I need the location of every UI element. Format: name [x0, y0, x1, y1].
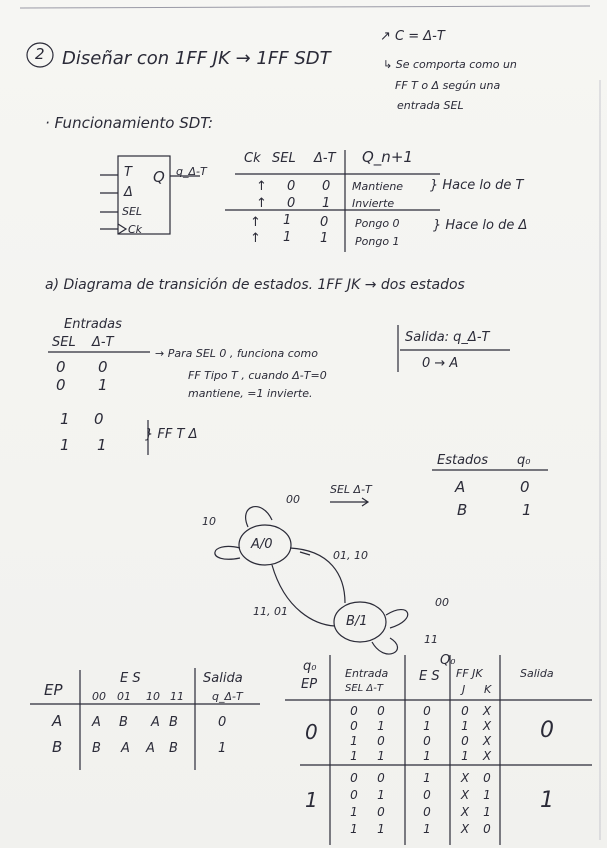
jk-r4-sel: 1: [350, 749, 358, 763]
es-sub-01: 01: [117, 690, 131, 703]
jk-r2-j: 1: [461, 719, 469, 733]
jk-r7-es: 0: [423, 805, 431, 819]
jk-r1-dt: 0: [377, 704, 385, 718]
jk-r7-dt: 0: [377, 805, 385, 819]
jk-r5-k: 0: [483, 771, 491, 785]
jk-ff-label: FF JK: [456, 667, 483, 680]
jk-r2-dt: 1: [377, 719, 385, 733]
func-row1-q: Mantiene: [352, 180, 404, 193]
arc-b-to-a: 01, 10: [333, 549, 368, 562]
pin-d: Δ: [124, 185, 133, 200]
jk-q0: q₀: [303, 659, 317, 674]
jk-r6-k: 1: [483, 788, 491, 802]
sel-note-1: → Para SEL 0 , funciona como: [155, 347, 318, 360]
inputs-label: Entradas: [64, 317, 122, 332]
jk-r2-es: 1: [423, 719, 431, 733]
func-row3-dt: 0: [320, 215, 329, 230]
inputs-r3-sel: 1: [60, 410, 70, 428]
jk-r5-j: X: [460, 771, 470, 785]
jk-salida-0: 0: [540, 718, 554, 743]
sel-note-3: mantiene, =1 invierte.: [188, 387, 313, 400]
states-a-q: 0: [520, 478, 530, 496]
func-row2-sel: 0: [287, 196, 296, 211]
jk-r8-k: 0: [483, 822, 491, 836]
func-row2-dt: 1: [322, 196, 331, 211]
inputs-r4-dt: 1: [97, 436, 107, 454]
es-row-a-ep: A: [52, 712, 63, 730]
jk-r7-sel: 1: [350, 805, 358, 819]
problem-number: 2: [35, 45, 45, 63]
section-heading-diagram: a) Diagrama de transición de estados. 1FF JK → dos estados: [45, 277, 465, 293]
jk-r5-es: 1: [423, 771, 431, 785]
jk-r3-dt: 0: [377, 734, 385, 748]
func-header-ck: Ck: [244, 151, 261, 166]
func-header-q: Q_n+1: [362, 148, 413, 166]
func-header-sel: SEL: [272, 151, 296, 166]
func-row4-ck: ↑: [250, 231, 261, 246]
jk-r8-sel: 1: [350, 822, 358, 836]
es-row-b-c1: B: [92, 741, 101, 756]
states-a: A: [455, 478, 466, 496]
jk-ep-0: 0: [305, 720, 318, 744]
inputs-header-dt: Δ-T: [92, 335, 114, 350]
loop-a-left: 10: [202, 515, 216, 528]
func-row2-q: Invierte: [352, 197, 395, 210]
ffd-note: } FF T Δ: [145, 427, 198, 442]
es-row-b-ep: B: [52, 738, 63, 756]
es-row-b-out: 1: [218, 741, 227, 756]
jk-r2-sel: 0: [350, 719, 358, 733]
jk-r4-j: 1: [461, 749, 469, 763]
states-b: B: [457, 501, 468, 519]
note-line-1: ↳ Se comporta como un: [383, 58, 517, 71]
inputs-header-sel: SEL: [52, 335, 76, 350]
note-equation: ↗ C = Δ-T: [380, 29, 445, 44]
func-row1-dt: 0: [322, 179, 331, 194]
states-header-estados: Estados: [437, 453, 489, 468]
jk-k: K: [484, 683, 492, 696]
es-row-b-c3: A: [146, 741, 155, 756]
es-sub-00: 00: [92, 690, 106, 703]
func-row2-ck: ↑: [256, 196, 267, 211]
jk-r6-dt: 1: [377, 788, 385, 802]
state-a-label: A/0: [251, 537, 273, 552]
jk-r4-dt: 1: [377, 749, 385, 763]
loop-a-top: 00: [286, 493, 300, 506]
jk-ep: EP: [301, 677, 318, 692]
inputs-r2-sel: 0: [56, 376, 66, 394]
jk-r3-k: X: [482, 734, 492, 748]
jk-r2-k: X: [482, 719, 492, 733]
jk-r7-j: X: [460, 805, 470, 819]
sel-note-2: FF Tipo T , cuando Δ-T=0: [188, 369, 327, 382]
jk-r6-sel: 0: [350, 788, 358, 802]
es-row-a-c2: B: [119, 715, 128, 730]
problem-title: Diseñar con 1FF JK → 1FF SDT: [62, 48, 331, 69]
es-row-b-c4: B: [169, 741, 178, 756]
loop-b-right: 00: [435, 596, 449, 609]
jk-r5-dt: 0: [377, 771, 385, 785]
inputs-r3-dt: 0: [94, 410, 104, 428]
jk-r1-es: 0: [423, 704, 431, 718]
jk-r8-j: X: [460, 822, 470, 836]
jk-j: J: [462, 683, 466, 696]
pin-sel: SEL: [122, 205, 143, 218]
es-row-a-out: 0: [218, 715, 227, 730]
loop-b-bottom: 11: [424, 633, 438, 646]
diagram-legend: SEL Δ-T: [330, 483, 372, 496]
jk-r3-es: 0: [423, 734, 431, 748]
func-row1-ck: ↑: [256, 179, 267, 194]
jk-r3-sel: 1: [350, 734, 358, 748]
es-row-a-c3: A: [151, 715, 160, 730]
pin-ck: Ck: [128, 223, 143, 236]
output-label: Salida: q_Δ-T: [405, 330, 490, 345]
func-row1-sel: 0: [287, 179, 296, 194]
es-row-b-c2: A: [121, 741, 130, 756]
states-b-q: 1: [522, 501, 532, 519]
es-header-ep: EP: [44, 681, 63, 699]
section-heading-sdt: · Funcionamiento SDT:: [45, 114, 214, 132]
inputs-r1-dt: 0: [98, 358, 108, 376]
inputs-r4-sel: 1: [60, 436, 70, 454]
arc-a-to-b: 11, 01: [253, 605, 288, 618]
es-sub-10: 10: [146, 690, 160, 703]
jk-r8-es: 1: [423, 822, 431, 836]
jk-r6-j: X: [460, 788, 470, 802]
jk-r8-dt: 1: [377, 822, 385, 836]
func-header-dt: Δ-T: [314, 151, 336, 166]
pin-t: T: [124, 165, 132, 180]
jk-r3-j: 0: [461, 734, 469, 748]
states-header-q0: q₀: [517, 453, 531, 468]
func-row4-dt: 1: [320, 231, 329, 246]
es-row-a-c1: A: [92, 715, 101, 730]
func-row3-sel: 1: [283, 213, 292, 228]
inputs-r2-dt: 1: [98, 376, 108, 394]
note-line-2: FF T o Δ según una: [395, 79, 501, 92]
jk-r5-sel: 0: [350, 771, 358, 785]
jk-r4-k: X: [482, 749, 492, 763]
jk-salida-1: 1: [540, 788, 554, 813]
func-row4-sel: 1: [283, 230, 292, 245]
jk-entrada: Entrada: [345, 667, 389, 680]
jk-salida: Salida: [520, 667, 554, 680]
jk-r4-es: 1: [423, 749, 431, 763]
jk-r1-j: 0: [461, 704, 469, 718]
inputs-r1-sel: 0: [56, 358, 66, 376]
output-row: 0 → A: [422, 356, 459, 371]
jk-entrada-sub: SEL Δ-T: [345, 683, 383, 694]
jk-r6-es: 0: [423, 788, 431, 802]
note-line-3: entrada SEL: [397, 99, 464, 112]
es-sub-11: 11: [170, 690, 184, 703]
func-row4-q: Pongo 1: [355, 235, 400, 248]
es-header-salida: Salida: [203, 671, 243, 686]
jk-ep-1: 1: [305, 788, 318, 812]
state-b-label: B/1: [346, 614, 368, 629]
es-out-sub: q_Δ-T: [212, 690, 243, 703]
func-brace-t: } Hace lo de T: [430, 178, 524, 193]
out-label: q_Δ-T: [176, 165, 207, 178]
jk-q0-top: Q₀: [440, 653, 456, 668]
jk-r7-k: 1: [483, 805, 491, 819]
func-brace-d: } Hace lo de Δ: [433, 218, 528, 233]
es-row-a-c4: B: [169, 715, 178, 730]
jk-r1-sel: 0: [350, 704, 358, 718]
jk-r1-k: X: [482, 704, 492, 718]
es-header-es: E S: [120, 671, 141, 686]
jk-es: E S: [419, 669, 440, 684]
func-row3-q: Pongo 0: [355, 217, 400, 230]
func-row3-ck: ↑: [250, 215, 261, 230]
out-q: Q: [153, 168, 165, 186]
